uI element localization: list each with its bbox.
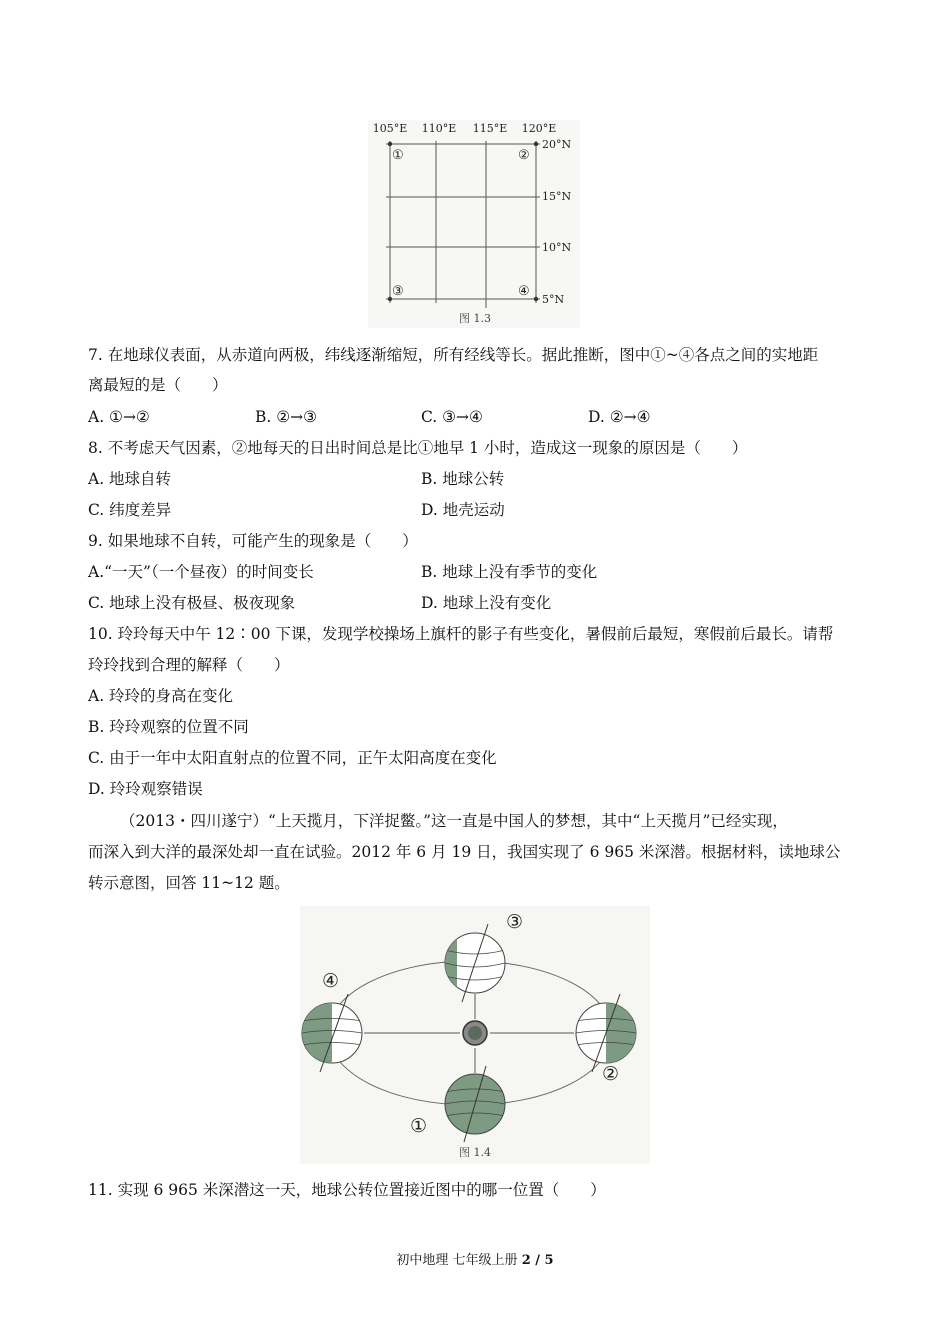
position-label-2: ②: [602, 1063, 620, 1085]
figure-1-4: [300, 906, 650, 1164]
lon-label-115: 115°E: [472, 122, 508, 135]
figure-1-3: [362, 118, 584, 332]
q8-stem: 8. 不考虑天气因素，②地每天的日出时间总是比①地早 1 小时，造成这一现象的原因是（ ）: [88, 439, 748, 457]
earth-revolution-figure: [300, 906, 650, 1164]
passage-line1: （2013・四川遂宁）“上天揽月，下洋捉鳖。”这一直是中国人的梦想，其中“上天揽月”已经实现，: [120, 812, 788, 830]
q11-stem: 11. 实现 6 965 米深潜这一天，地球公转位置接近图中的哪一位置（ ）: [88, 1181, 606, 1199]
point-label-4: ④: [518, 284, 530, 299]
q10-stem-line1: 10. 玲玲每天中午 12∶00 下课，发现学校操场上旗杆的影子有些变化，暑假前后最短，寒假前后最长。请帮: [88, 625, 834, 643]
q7-option-a[interactable]: A. ①→②: [88, 408, 150, 426]
figure-caption: 图 1.3: [459, 312, 491, 325]
passage-line2: 而深入到大洋的最深处却一直在试验。2012 年 6 月 19 日，我国实现了 6 965 米深潜。根据材料，读地球公: [88, 843, 841, 861]
footer-text: 初中地理 七年级上册: [396, 1253, 522, 1268]
point-label-3: ③: [392, 284, 404, 299]
q8-option-d[interactable]: D. 地壳运动: [421, 501, 505, 519]
point-label-2: ②: [518, 148, 530, 163]
q7-stem-line1: 7. 在地球仪表面，从赤道向两极，纬线逐渐缩短，所有经线等长。据此推断，图中①~④各点之间的实地距: [88, 346, 819, 364]
lat-long-grid-figure: [362, 118, 584, 332]
lat-label-15: 15°N: [542, 190, 572, 203]
point-label-1: ①: [392, 148, 404, 163]
sun-core: [468, 1026, 482, 1040]
q8-option-b[interactable]: B. 地球公转: [421, 470, 505, 488]
q10-option-c[interactable]: C. 由于一年中太阳直射点的位置不同，正午太阳高度在变化: [88, 749, 497, 767]
position-label-1: ①: [410, 1115, 428, 1137]
page-footer: [0, 1249, 950, 1268]
lon-label-110: 110°E: [421, 122, 457, 135]
q9-option-b[interactable]: B. 地球上没有季节的变化: [421, 563, 598, 581]
q9-option-d[interactable]: D. 地球上没有变化: [421, 594, 552, 612]
page-number: 2 / 5: [521, 1253, 554, 1268]
q10-option-a[interactable]: A. 玲玲的身高在变化: [88, 687, 234, 705]
q9-option-a[interactable]: A.“一天”（一个昼夜）的时间变长: [88, 563, 314, 581]
q7-option-d[interactable]: D. ②→④: [588, 408, 651, 426]
q10-option-d[interactable]: D. 玲玲观察错误: [88, 780, 203, 798]
lat-label-5: 5°N: [542, 293, 565, 306]
q9-option-c[interactable]: C. 地球上没有极昼、极夜现象: [88, 594, 296, 612]
q7-option-c[interactable]: C. ③→④: [421, 408, 483, 426]
position-label-3: ③: [506, 911, 524, 933]
position-label-4: ④: [322, 970, 340, 992]
q8-option-c[interactable]: C. 纬度差异: [88, 501, 172, 519]
q10-option-b[interactable]: B. 玲玲观察的位置不同: [88, 718, 249, 736]
lat-label-10: 10°N: [542, 241, 572, 254]
lat-label-20: 20°N: [542, 138, 572, 151]
figure-caption: 图 1.4: [459, 1146, 491, 1159]
q7-option-b[interactable]: B. ②→③: [255, 408, 318, 426]
lon-label-120: 120°E: [521, 122, 557, 135]
q9-stem: 9. 如果地球不自转，可能产生的现象是（ ）: [88, 532, 418, 550]
q10-stem-line2: 玲玲找到合理的解释（ ）: [88, 656, 290, 674]
lon-label-105: 105°E: [372, 122, 408, 135]
q8-option-a[interactable]: A. 地球自转: [88, 470, 172, 488]
q7-stem-line2: 离最短的是（ ）: [88, 376, 228, 394]
passage-line3: 转示意图，回答 11~12 题。: [88, 874, 290, 892]
